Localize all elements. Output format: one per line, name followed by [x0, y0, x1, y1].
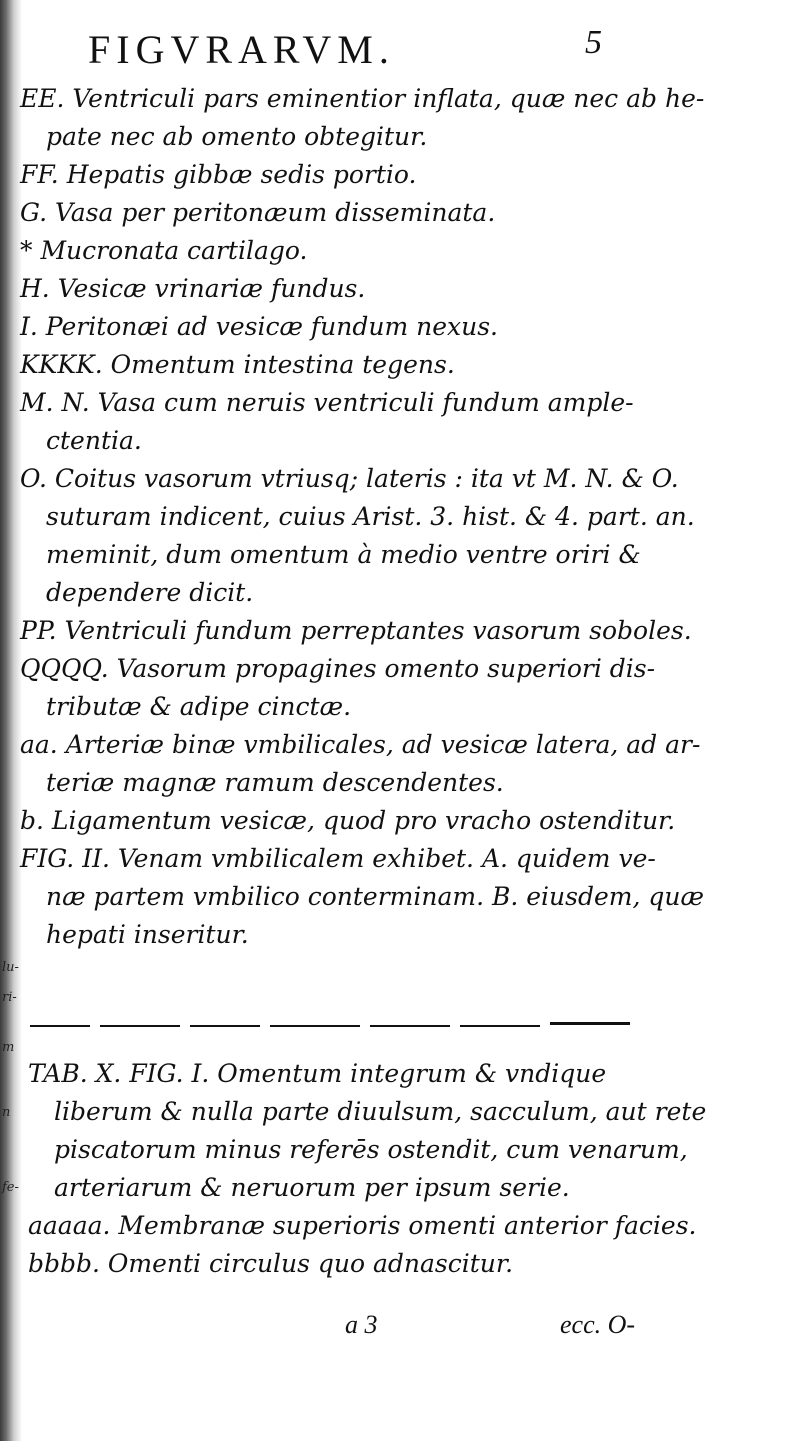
text-line: pate nec ab omento obtegitur.	[46, 122, 428, 151]
text-line: H. Vesicæ vrinariæ fundus.	[20, 274, 366, 303]
text-line: I. Peritonæi ad vesicæ fundum nexus.	[20, 312, 498, 341]
page-header	[80, 20, 620, 80]
rule-segment	[460, 1025, 540, 1027]
text-line: aa. Arteriæ binæ vmbilicales, ad vesicæ latera, ad ar-	[20, 730, 701, 759]
text-line: G. Vasa per peritonæum disseminata.	[20, 198, 496, 227]
legend-entry	[20, 612, 692, 650]
legend-entry	[28, 1207, 697, 1245]
rule-segment	[190, 1025, 260, 1027]
text-line: KKKK. Omentum intestina tegens.	[20, 350, 455, 379]
text-line: suturam indicent, cuius Arist. 3. hist. & 4. part. an.	[46, 502, 695, 531]
text-line: * Mucronata cartilago.	[20, 236, 308, 265]
text-line: teriæ magnæ ramum descendentes.	[46, 768, 504, 797]
signature-mark: a 3	[345, 1310, 378, 1339]
text-line: bbbb. Omenti circulus quo adnascitur.	[28, 1249, 514, 1278]
text-line: FIG. II. Venam vmbilicalem exhibet. A. quidem ve-	[20, 844, 656, 873]
legend-entry	[20, 80, 705, 156]
catchword: ecc. O-	[560, 1310, 636, 1339]
rule-segment	[370, 1025, 450, 1027]
table-legend	[28, 1055, 707, 1283]
text-line: EE. Ventriculi pars eminentior inflata, quæ nec ab he-	[20, 84, 705, 113]
text-line: hepati inseritur.	[46, 920, 249, 949]
text-line: meminit, dum omentum à medio ventre oriri &	[46, 540, 641, 569]
legend-entry	[20, 460, 695, 612]
rule-segment	[550, 1022, 630, 1025]
legend-entry	[20, 384, 640, 460]
running-head: FIGVRARVM.	[88, 27, 395, 72]
rule-segment	[270, 1025, 360, 1027]
legend-entry	[28, 1055, 707, 1207]
legend-entry	[20, 270, 640, 308]
legend-entry	[20, 650, 656, 726]
gutter-mark: fe-	[2, 1180, 19, 1195]
text-line: TAB. X. FIG. I. Omentum integrum & vndique	[28, 1059, 607, 1088]
legend-entry	[20, 308, 640, 346]
text-line: QQQQ. Vasorum propagines omento superiori dis-	[20, 654, 656, 683]
text-line: PP. Ventriculi fundum perreptantes vasorum soboles.	[20, 616, 692, 645]
legend-entry	[20, 346, 640, 384]
legend-entry	[20, 194, 640, 232]
legend-entry	[20, 840, 704, 954]
text-line: b. Ligamentum vesicæ, quod pro vracho ostenditur.	[20, 806, 676, 835]
figure-legend	[20, 80, 705, 954]
legend-entry	[28, 1245, 648, 1283]
text-line: FF. Hepatis gibbæ sedis portio.	[20, 160, 417, 189]
page-footer	[0, 1310, 800, 1350]
section-divider-rule	[30, 1025, 630, 1039]
legend-entry	[20, 802, 676, 840]
gutter-mark: n	[2, 1105, 11, 1120]
text-line: arteriarum & neruorum per ipsum serie.	[54, 1173, 570, 1202]
legend-entry	[20, 232, 640, 270]
gutter-mark: m	[2, 1040, 15, 1055]
text-line: ctentia.	[46, 426, 142, 455]
text-line: piscatorum minus referēs ostendit, cum venarum,	[54, 1135, 688, 1164]
text-line: O. Coitus vasorum vtriusq; lateris : ita vt M. N. & O.	[20, 464, 679, 493]
rule-segment	[30, 1025, 90, 1027]
text-line: aaaaa. Membranæ superioris omenti anterior facies.	[28, 1211, 697, 1240]
page-number: 5	[585, 24, 602, 61]
gutter-mark: lu-	[2, 960, 19, 975]
text-line: liberum & nulla parte diuulsum, sacculum, aut rete	[54, 1097, 707, 1126]
text-line: tributæ & adipe cinctæ.	[46, 692, 352, 721]
text-line: M. N. Vasa cum neruis ventriculi fundum ample-	[20, 388, 634, 417]
binding-gutter	[0, 0, 22, 1441]
text-line: dependere dicit.	[46, 578, 254, 607]
text-line: næ partem vmbilico conterminam. B. eiusdem, quæ	[46, 882, 704, 911]
rule-segment	[100, 1025, 180, 1027]
legend-entry	[20, 156, 640, 194]
gutter-mark: ri-	[2, 990, 17, 1005]
legend-entry	[20, 726, 701, 802]
